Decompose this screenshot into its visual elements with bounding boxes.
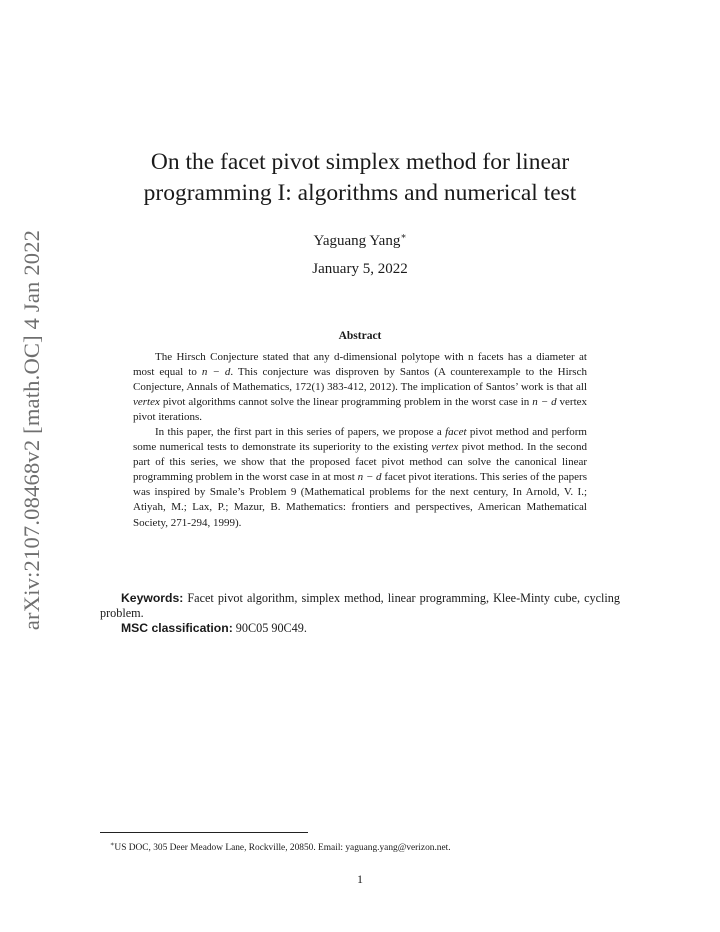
keywords-text: Facet pivot algorithm, simplex method, linear programming, Klee-Minty cube, cycling problem.: [100, 591, 620, 620]
emphasis-vertex: vertex: [431, 441, 459, 454]
math-inline: n − d: [532, 396, 557, 409]
abstract-heading: Abstract: [338, 330, 382, 342]
footnote-mark: ∗: [110, 841, 115, 848]
title-line-2: programming I: algorithms and numerical test: [143, 180, 577, 206]
paper-title: [100, 147, 620, 209]
abstract-text: In this paper, the first part in this series of papers, we propose a: [155, 426, 446, 439]
arxiv-identifier-text: arXiv:2107.08468v2 [math.OC] 4 Jan 2022: [19, 229, 45, 631]
emphasis-vertex: vertex: [133, 396, 160, 409]
msc-line: [100, 621, 620, 636]
msc-text: 90C05 90C49.: [232, 621, 307, 635]
author-name: Yaguang Yang: [313, 233, 401, 249]
msc-label: MSC classification:: [121, 621, 233, 635]
title-line-1: On the facet pivot simplex method for linear: [150, 149, 570, 175]
paper-date: January 5, 2022: [312, 261, 408, 277]
abstract-text: pivot method. In the second part of this series, we show that the proposed facet pivot method can solve the canonical linear programming problem in the worst case in at most: [133, 441, 587, 484]
author-footnote-mark: ∗: [400, 231, 407, 241]
keywords-label: Keywords:: [121, 591, 184, 605]
abstract-text: The Hirsch Conjecture stated that any d-dimensional polytope with n facets has a diameter at most equal to: [133, 351, 587, 379]
author-line: [100, 226, 620, 251]
keywords-line: [100, 591, 620, 621]
keywords-block: [100, 591, 620, 636]
emphasis-facet: facet: [445, 426, 467, 439]
abstract-body: [133, 350, 587, 531]
math-inline: n − d: [357, 471, 382, 484]
footnote-text: US DOC, 305 Deer Meadow Lane, Rockville, 20850. Email: yaguang.yang@verizon.net.: [114, 843, 451, 853]
abstract-text: . This conjecture was disproven by Santos (A counterexample to the Hirsch Conjecture, Annals of Mathematics, 172(1) 383-412, 2012). The implication of Santos’ work is that all: [133, 366, 587, 394]
abstract-text: facet pivot iterations. This series of the papers was inspired by Smale’s Problem 9 (Mathematical problems for the next century, In Arnold, V. I.; Atiyah, M.; Lax, P.; Mazur, B. Mathematics: frontiers and perspectives, American Mathematical Society, 271-294, 1999).: [133, 471, 587, 529]
abstract-text: vertex pivot iterations.: [133, 396, 588, 424]
abstract-text: pivot method and perform some numerical tests to demonstrate its superiority to the existing: [133, 426, 587, 454]
footnote: [110, 838, 620, 855]
abstract-text: pivot algorithms cannot solve the linear programming problem in the worst case in: [159, 396, 533, 409]
abstract-paragraph-1: [133, 350, 587, 425]
footnote-rule: [100, 832, 308, 833]
arxiv-side-identifier: [14, 218, 50, 642]
page-number: 1: [357, 872, 363, 886]
abstract-paragraph-2: [133, 425, 587, 530]
math-inline: n − d: [201, 366, 231, 379]
